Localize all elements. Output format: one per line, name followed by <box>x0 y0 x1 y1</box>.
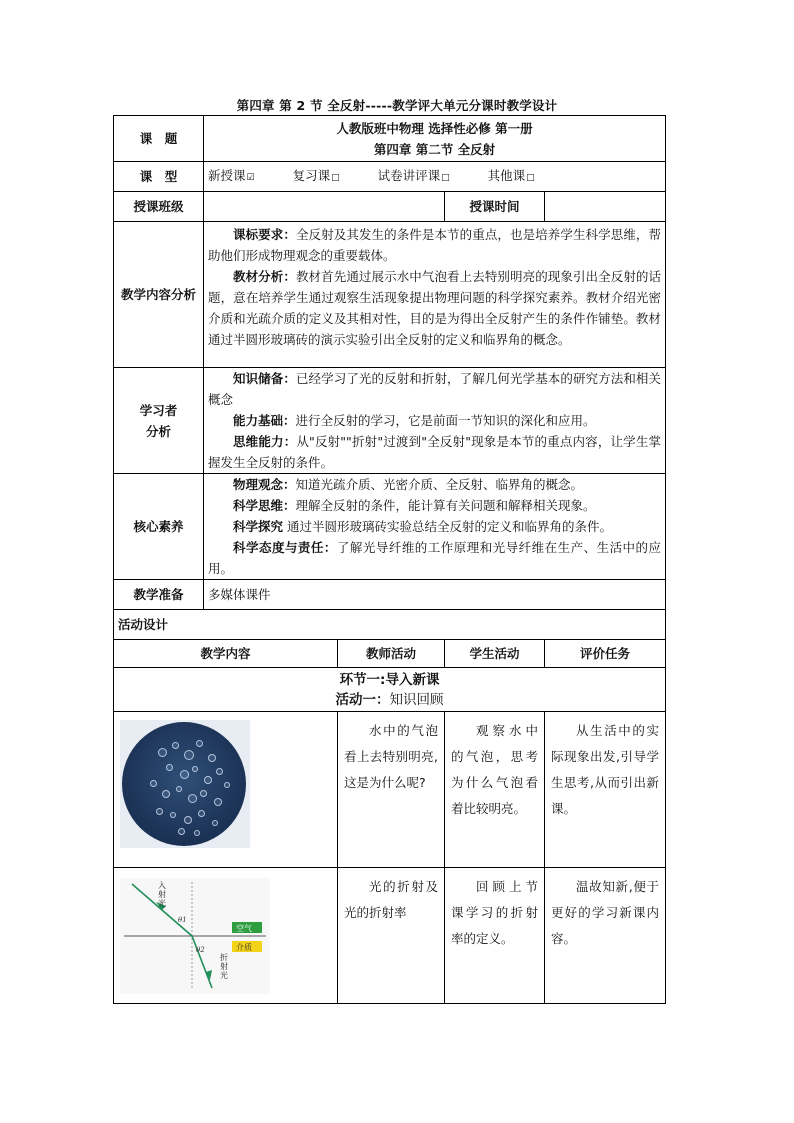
time-value[interactable] <box>545 192 666 222</box>
header-content: 教学内容 <box>114 640 338 668</box>
header-eval: 评价任务 <box>545 640 666 668</box>
row-content-analysis <box>114 222 666 368</box>
refraction-diagram <box>120 878 270 994</box>
checkbox-icon: □ <box>526 172 535 183</box>
activity-1-content <box>114 712 338 868</box>
learner-analysis-text: 知识储备：已经学习了光的反射和折射，了解几何光学基本的研究方法和相关概念 能力基础：进行全反射的学习，它是前面一节知识的深化和应用。 思维能力：从"反射""折射"过渡到"全反射"现象是本节的重点内容，让学生掌握发生全反射的条件。 <box>204 368 666 474</box>
activity-1-eval: 从生活中的实际现象出发,引导学生思考,从而引出新课。 <box>545 712 666 868</box>
header-student: 学生活动 <box>445 640 545 668</box>
checkbox-checked-icon: ☑ <box>246 172 255 183</box>
preparation-value: 多媒体课件 <box>204 580 666 610</box>
activity-2-student: 回顾上节课学习的折射率的定义。 <box>445 868 545 1004</box>
row-type <box>114 162 666 192</box>
row-topic <box>114 116 666 162</box>
type-option-other[interactable]: 其他课□ <box>487 167 535 183</box>
row-learner-analysis <box>114 368 666 474</box>
type-option-review[interactable]: 复习课□ <box>292 167 340 183</box>
svg-text:入: 入 <box>158 881 166 890</box>
theta2-label: θ2 <box>196 946 205 954</box>
document-title: 第四章 第 2 节 全反射-----教学评大单元分课时教学设计 <box>236 98 558 113</box>
activity-design-heading: 活动设计 <box>114 610 666 640</box>
section-one-row <box>114 668 666 712</box>
svg-text:射: 射 <box>220 962 228 971</box>
label-time: 授课时间 <box>445 192 545 222</box>
topic-line-2: 第四章 第二节 全反射 <box>373 141 496 157</box>
lesson-plan-table <box>113 115 666 1004</box>
header-teacher: 教师活动 <box>338 640 445 668</box>
label-class: 授课班级 <box>114 192 204 222</box>
svg-text:光: 光 <box>158 899 166 908</box>
refracted-ray-label <box>220 952 228 980</box>
label-preparation: 教学准备 <box>114 580 204 610</box>
activity-2-eval: 温故知新,便于更好的学习新课内容。 <box>545 868 666 1004</box>
activity-1-teacher: 水中的气泡看上去特别明亮,这是为什么呢? <box>338 712 445 868</box>
topic-value <box>204 116 666 162</box>
air-label: 空气 <box>236 924 252 933</box>
table-row <box>114 712 666 868</box>
refraction-diagram-svg <box>120 878 270 994</box>
type-option-exam[interactable]: 试卷讲评课□ <box>377 167 450 183</box>
label-content-analysis: 教学内容分析 <box>114 222 204 368</box>
content-analysis-text: 课标要求：全反射及其发生的条件是本节的重点，也是培养学生科学思维，帮助他们形成物理观念的重要载体。 教材分析：教材首先通过展示水中气泡看上去特别明亮的现象引出全反射的话题，意在培养学生通过观察生活现象提出物理问题的科学探究素养。教材介绍光密介质和光疏介质的定义及其相对性，目的是为得出全反射产生的条件作铺垫。教材通过半圆形玻璃砖的演示实验引出全反射的定义和临界角的概念。 <box>204 222 666 368</box>
topic-line-1: 人教版班中物理 选择性必修 第一册 <box>336 120 533 136</box>
activity-2-content <box>114 868 338 1004</box>
row-preparation <box>114 580 666 610</box>
class-value[interactable] <box>204 192 445 222</box>
water-bubbles-image <box>120 720 250 848</box>
label-core-literacy: 核心素养 <box>114 474 204 580</box>
svg-text:光: 光 <box>220 971 228 980</box>
core-literacy-text: 物理观念：知道光疏介质、光密介质、全反射、临界角的概念。 科学思维：理解全反射的条件，能计算有关问题和解释相关现象。 科学探究 通过半圆形玻璃砖实验总结全反射的定义和临界角的条件。 科学态度与责任：了解光导纤维的工作原理和光导纤维在生产、生活中的应用。 <box>204 474 666 580</box>
row-class <box>114 192 666 222</box>
theta1-label: θ1 <box>178 916 187 924</box>
section-title: 环节一:导入新课 <box>339 671 440 688</box>
incident-ray-label <box>158 880 166 908</box>
medium-label: 介质 <box>236 943 252 952</box>
svg-text:折: 折 <box>220 953 228 962</box>
table-row <box>114 868 666 1004</box>
checkbox-icon: □ <box>441 172 450 183</box>
svg-text:射: 射 <box>158 890 166 899</box>
type-option-new[interactable]: 新授课☑ <box>208 167 255 183</box>
activity-1-student: 观察水中的气泡，思考为什么气泡看着比较明亮。 <box>445 712 545 868</box>
activity-header-row <box>114 640 666 668</box>
label-type: 课 型 <box>114 162 204 192</box>
section-one-heading <box>114 668 666 712</box>
activity-title: 活动一：知识回顾 <box>335 691 444 708</box>
activity-2-teacher: 光的折射及光的折射率 <box>338 868 445 1004</box>
row-core-literacy <box>114 474 666 580</box>
row-activity-design <box>114 610 666 640</box>
label-topic: 课 题 <box>114 116 204 162</box>
checkbox-icon: □ <box>331 172 340 183</box>
label-learner-analysis: 学习者 分析 <box>114 368 204 474</box>
type-options <box>204 162 666 192</box>
